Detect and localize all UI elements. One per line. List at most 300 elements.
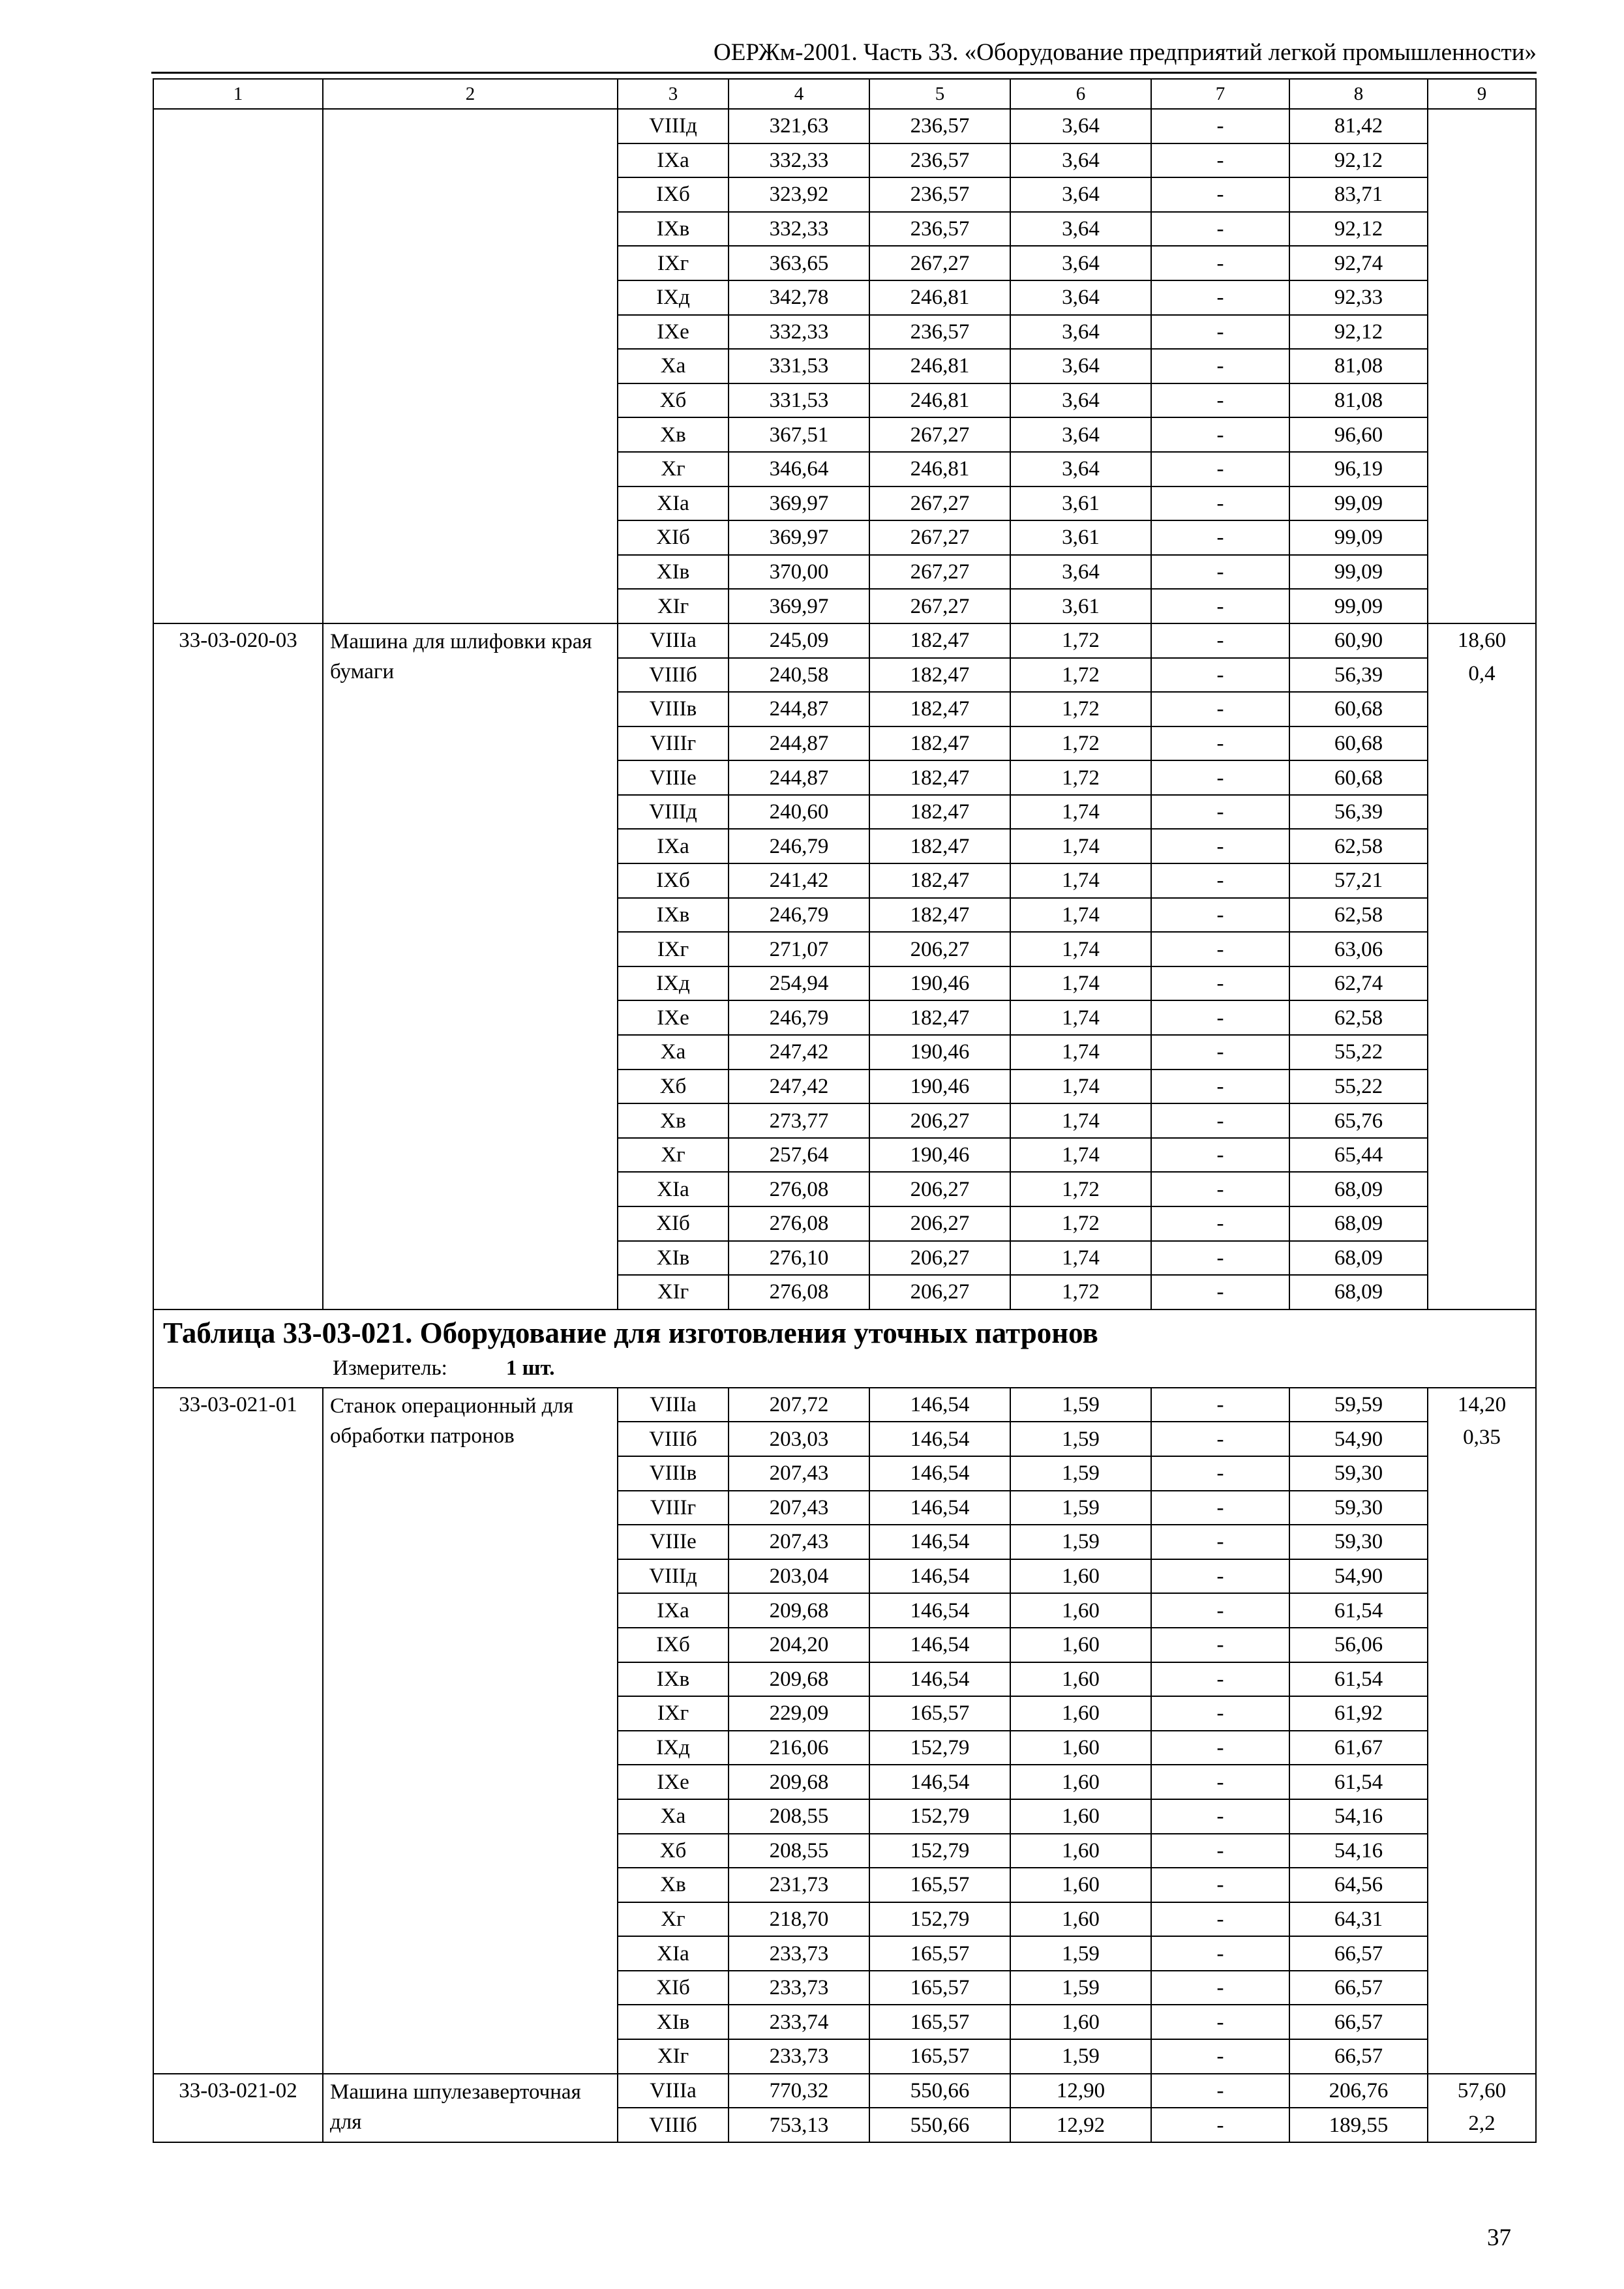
column-number: 7 — [1151, 79, 1289, 109]
zone-cell: VIIIд — [618, 109, 729, 143]
driver-wages-cell: - — [1151, 1206, 1289, 1241]
wages-cell: 267,27 — [869, 520, 1010, 555]
driver-wages-cell: - — [1151, 2039, 1289, 2074]
driver-wages-cell: - — [1151, 1000, 1289, 1035]
machine-cost-cell: 1,74 — [1010, 863, 1151, 898]
driver-wages-cell: - — [1151, 1731, 1289, 1765]
page-header: ОЕРЖм-2001. Часть 33. «Оборудование предприятий легкой промышленности» — [151, 38, 1537, 74]
wages-cell: 146,54 — [869, 1422, 1010, 1456]
driver-wages-cell: - — [1151, 349, 1289, 383]
zone-cell: Xб — [618, 383, 729, 418]
wages-cell: 146,54 — [869, 1456, 1010, 1491]
column-number: 9 — [1428, 79, 1536, 109]
total-cost-cell: 346,64 — [729, 452, 869, 486]
driver-wages-cell: - — [1151, 315, 1289, 350]
machine-cost-cell: 3,64 — [1010, 417, 1151, 452]
wages-cell: 182,47 — [869, 760, 1010, 795]
total-cost-cell: 208,55 — [729, 1834, 869, 1868]
driver-wages-cell: - — [1151, 212, 1289, 247]
zone-cell: VIIIг — [618, 1491, 729, 1525]
measure-value: 1 шт. — [505, 1356, 555, 1380]
machine-cost-cell: 1,60 — [1010, 1765, 1151, 1799]
zone-cell: VIIIб — [618, 658, 729, 693]
total-cost-cell: 332,33 — [729, 315, 869, 350]
total-cost-cell: 276,10 — [729, 1241, 869, 1276]
zone-cell: Xв — [618, 1103, 729, 1138]
machine-cost-cell: 1,74 — [1010, 1103, 1151, 1138]
zone-cell: IXг — [618, 932, 729, 966]
driver-wages-cell: - — [1151, 1628, 1289, 1662]
total-cost-cell: 323,92 — [729, 177, 869, 212]
driver-wages-cell: - — [1151, 658, 1289, 693]
total-cost-cell: 229,09 — [729, 1696, 869, 1731]
zone-cell: IXе — [618, 1765, 729, 1799]
machine-cost-cell: 3,64 — [1010, 555, 1151, 590]
zone-cell: VIIIб — [618, 1422, 729, 1456]
wages-cell: 190,46 — [869, 1138, 1010, 1173]
item-name — [323, 109, 618, 623]
total-cost-cell: 231,73 — [729, 1868, 869, 1902]
materials-cell: 81,42 — [1289, 109, 1428, 143]
driver-wages-cell: - — [1151, 726, 1289, 761]
machine-cost-cell: 3,61 — [1010, 520, 1151, 555]
item-name: Машина для шлифовки края бумаги — [323, 623, 618, 1309]
driver-wages-cell: - — [1151, 932, 1289, 966]
wages-cell: 146,54 — [869, 1662, 1010, 1697]
materials-cell: 61,54 — [1289, 1593, 1428, 1628]
wages-cell: 236,57 — [869, 143, 1010, 178]
zone-cell: XIа — [618, 1936, 729, 1971]
total-cost-cell: 276,08 — [729, 1206, 869, 1241]
materials-cell: 59,30 — [1289, 1456, 1428, 1491]
mass-value: 0,4 — [1468, 661, 1496, 685]
materials-cell: 55,22 — [1289, 1070, 1428, 1104]
column-number: 6 — [1010, 79, 1151, 109]
item-code-text: 33-03-020-03 — [179, 628, 297, 652]
zone-cell: VIIIе — [618, 760, 729, 795]
machine-cost-cell: 3,61 — [1010, 486, 1151, 521]
driver-wages-cell: - — [1151, 1902, 1289, 1937]
zone-cell: VIIIа — [618, 2074, 729, 2108]
zone-cell: IXд — [618, 1731, 729, 1765]
driver-wages-cell: - — [1151, 1491, 1289, 1525]
machine-cost-cell: 3,64 — [1010, 452, 1151, 486]
wages-cell: 236,57 — [869, 177, 1010, 212]
machine-cost-cell: 1,72 — [1010, 1172, 1151, 1206]
materials-cell: 68,09 — [1289, 1172, 1428, 1206]
total-cost-cell: 363,65 — [729, 246, 869, 280]
driver-wages-cell: - — [1151, 1525, 1289, 1559]
item-name: Станок операционный для обработки патронов — [323, 1388, 618, 2074]
driver-wages-cell: - — [1151, 1559, 1289, 1594]
zone-cell: VIIIб — [618, 2108, 729, 2142]
mass-column — [1428, 623, 1536, 1309]
zone-cell: IXг — [618, 246, 729, 280]
column-number: 1 — [153, 79, 323, 109]
driver-wages-cell: - — [1151, 1275, 1289, 1309]
wages-cell: 267,27 — [869, 555, 1010, 590]
item-code-text: 33-03-021-01 — [179, 1392, 297, 1416]
wages-cell: 206,27 — [869, 932, 1010, 966]
wages-cell: 146,54 — [869, 1388, 1010, 1422]
machine-cost-cell: 3,64 — [1010, 280, 1151, 315]
wages-cell: 165,57 — [869, 2039, 1010, 2074]
total-cost-cell: 241,42 — [729, 863, 869, 898]
total-cost-cell: 244,87 — [729, 726, 869, 761]
zone-cell: Xа — [618, 1799, 729, 1834]
materials-cell: 65,44 — [1289, 1138, 1428, 1173]
wages-cell: 182,47 — [869, 829, 1010, 863]
machine-cost-cell: 1,60 — [1010, 1662, 1151, 1697]
machine-cost-cell: 3,64 — [1010, 315, 1151, 350]
wages-cell: 550,66 — [869, 2108, 1010, 2142]
item-code — [153, 623, 323, 1309]
driver-wages-cell: - — [1151, 555, 1289, 590]
column-number-row — [153, 79, 1536, 109]
total-cost-cell: 331,53 — [729, 383, 869, 418]
materials-cell: 81,08 — [1289, 349, 1428, 383]
total-cost-cell: 370,00 — [729, 555, 869, 590]
zone-cell: Xа — [618, 1035, 729, 1070]
zone-cell: VIIIа — [618, 1388, 729, 1422]
machine-cost-cell: 1,60 — [1010, 1559, 1151, 1594]
zone-cell: XIб — [618, 1971, 729, 2005]
machine-cost-cell: 1,72 — [1010, 623, 1151, 658]
machine-cost-cell: 1,74 — [1010, 1000, 1151, 1035]
wages-cell: 146,54 — [869, 1525, 1010, 1559]
zone-cell: IXа — [618, 143, 729, 178]
driver-wages-cell: - — [1151, 692, 1289, 726]
driver-wages-cell: - — [1151, 1868, 1289, 1902]
materials-cell: 99,09 — [1289, 520, 1428, 555]
machine-cost-cell: 3,64 — [1010, 349, 1151, 383]
mass-value: 0,35 — [1463, 1426, 1501, 1450]
driver-wages-cell: - — [1151, 520, 1289, 555]
table-row — [153, 2074, 1536, 2108]
materials-cell: 63,06 — [1289, 932, 1428, 966]
materials-cell: 66,57 — [1289, 2005, 1428, 2039]
total-cost-cell: 276,08 — [729, 1172, 869, 1206]
wages-cell: 246,81 — [869, 383, 1010, 418]
wages-cell: 206,27 — [869, 1206, 1010, 1241]
zone-cell: IXв — [618, 212, 729, 247]
wages-cell: 165,57 — [869, 1936, 1010, 1971]
materials-cell: 96,19 — [1289, 452, 1428, 486]
wages-cell: 246,81 — [869, 280, 1010, 315]
wages-cell: 246,81 — [869, 452, 1010, 486]
total-cost-cell: 240,58 — [729, 658, 869, 693]
materials-cell: 57,21 — [1289, 863, 1428, 898]
driver-wages-cell: - — [1151, 417, 1289, 452]
machine-cost-cell: 3,64 — [1010, 143, 1151, 178]
materials-cell: 54,90 — [1289, 1422, 1428, 1456]
total-cost-cell: 208,55 — [729, 1799, 869, 1834]
wages-cell: 146,54 — [869, 1628, 1010, 1662]
column-number: 5 — [869, 79, 1010, 109]
total-cost-cell: 244,87 — [729, 692, 869, 726]
machine-cost-cell: 1,60 — [1010, 1834, 1151, 1868]
wages-cell: 246,81 — [869, 349, 1010, 383]
materials-cell: 68,09 — [1289, 1241, 1428, 1276]
machine-cost-cell: 3,64 — [1010, 212, 1151, 247]
materials-cell: 54,16 — [1289, 1834, 1428, 1868]
wages-cell: 190,46 — [869, 1070, 1010, 1104]
total-cost-cell: 247,42 — [729, 1070, 869, 1104]
driver-wages-cell: - — [1151, 2074, 1289, 2108]
machine-cost-cell: 1,74 — [1010, 829, 1151, 863]
driver-wages-cell: - — [1151, 1035, 1289, 1070]
mass-value: 18,60 — [1457, 628, 1507, 652]
total-cost-cell: 209,68 — [729, 1765, 869, 1799]
driver-wages-cell: - — [1151, 2005, 1289, 2039]
materials-cell: 65,76 — [1289, 1103, 1428, 1138]
wages-cell: 206,27 — [869, 1103, 1010, 1138]
section-cell — [153, 1309, 1536, 1388]
wages-cell: 165,57 — [869, 1971, 1010, 2005]
wages-cell: 146,54 — [869, 1491, 1010, 1525]
materials-cell: 66,57 — [1289, 1936, 1428, 1971]
zone-cell: XIа — [618, 1172, 729, 1206]
total-cost-cell: 233,73 — [729, 2039, 869, 2074]
mass-column — [1428, 2074, 1536, 2142]
machine-cost-cell: 12,90 — [1010, 2074, 1151, 2108]
wages-cell: 182,47 — [869, 898, 1010, 933]
zone-cell: VIIIд — [618, 795, 729, 830]
wages-cell: 146,54 — [869, 1559, 1010, 1594]
machine-cost-cell: 1,60 — [1010, 1902, 1151, 1937]
driver-wages-cell: - — [1151, 863, 1289, 898]
machine-cost-cell: 1,72 — [1010, 726, 1151, 761]
zone-cell: Xб — [618, 1834, 729, 1868]
total-cost-cell: 342,78 — [729, 280, 869, 315]
wages-cell: 165,57 — [869, 1868, 1010, 1902]
machine-cost-cell: 3,64 — [1010, 109, 1151, 143]
zone-cell: IXе — [618, 315, 729, 350]
zone-cell: Xб — [618, 1070, 729, 1104]
driver-wages-cell: - — [1151, 486, 1289, 521]
materials-cell: 59,30 — [1289, 1525, 1428, 1559]
machine-cost-cell: 1,74 — [1010, 966, 1151, 1001]
total-cost-cell: 257,64 — [729, 1138, 869, 1173]
total-cost-cell: 770,32 — [729, 2074, 869, 2108]
wages-cell: 550,66 — [869, 2074, 1010, 2108]
materials-cell: 66,57 — [1289, 1971, 1428, 2005]
wages-cell: 182,47 — [869, 795, 1010, 830]
zone-cell: XIа — [618, 486, 729, 521]
zone-cell: XIв — [618, 1241, 729, 1276]
machine-cost-cell: 1,74 — [1010, 795, 1151, 830]
machine-cost-cell: 1,60 — [1010, 1628, 1151, 1662]
materials-cell: 62,58 — [1289, 898, 1428, 933]
item-code — [153, 2074, 323, 2142]
measure-line — [163, 1353, 1526, 1383]
wages-cell: 152,79 — [869, 1902, 1010, 1937]
zone-cell: XIг — [618, 589, 729, 623]
materials-cell: 206,76 — [1289, 2074, 1428, 2108]
wages-cell: 182,47 — [869, 726, 1010, 761]
total-cost-cell: 254,94 — [729, 966, 869, 1001]
materials-cell: 92,12 — [1289, 315, 1428, 350]
zone-cell: XIб — [618, 520, 729, 555]
machine-cost-cell: 1,60 — [1010, 2005, 1151, 2039]
driver-wages-cell: - — [1151, 1388, 1289, 1422]
wages-cell: 190,46 — [869, 966, 1010, 1001]
zone-cell: VIIIв — [618, 1456, 729, 1491]
wages-cell: 182,47 — [869, 1000, 1010, 1035]
driver-wages-cell: - — [1151, 2108, 1289, 2142]
mass-value: 57,60 — [1457, 2078, 1507, 2102]
zone-cell: VIIIв — [618, 692, 729, 726]
machine-cost-cell: 1,60 — [1010, 1593, 1151, 1628]
total-cost-cell: 245,09 — [729, 623, 869, 658]
materials-cell: 56,06 — [1289, 1628, 1428, 1662]
driver-wages-cell: - — [1151, 1696, 1289, 1731]
driver-wages-cell: - — [1151, 280, 1289, 315]
driver-wages-cell: - — [1151, 1936, 1289, 1971]
materials-cell: 99,09 — [1289, 486, 1428, 521]
mass-value: 14,20 — [1457, 1392, 1507, 1416]
machine-cost-cell: 1,60 — [1010, 1799, 1151, 1834]
materials-cell: 92,12 — [1289, 143, 1428, 178]
driver-wages-cell: - — [1151, 1070, 1289, 1104]
zone-cell: Xг — [618, 1902, 729, 1937]
materials-cell: 60,68 — [1289, 692, 1428, 726]
driver-wages-cell: - — [1151, 623, 1289, 658]
wages-cell: 152,79 — [869, 1731, 1010, 1765]
total-cost-cell: 753,13 — [729, 2108, 869, 2142]
machine-cost-cell: 1,72 — [1010, 760, 1151, 795]
driver-wages-cell: - — [1151, 109, 1289, 143]
zone-cell: Xв — [618, 1868, 729, 1902]
total-cost-cell: 233,73 — [729, 1971, 869, 2005]
wages-cell: 182,47 — [869, 692, 1010, 726]
zone-cell: VIIIд — [618, 1559, 729, 1594]
materials-cell: 68,09 — [1289, 1206, 1428, 1241]
column-number: 2 — [323, 79, 618, 109]
driver-wages-cell: - — [1151, 966, 1289, 1001]
price-table — [153, 78, 1537, 2143]
total-cost-cell: 240,60 — [729, 795, 869, 830]
driver-wages-cell: - — [1151, 795, 1289, 830]
machine-cost-cell: 1,59 — [1010, 1525, 1151, 1559]
materials-cell: 68,09 — [1289, 1275, 1428, 1309]
column-number: 4 — [729, 79, 869, 109]
driver-wages-cell: - — [1151, 1799, 1289, 1834]
machine-cost-cell: 3,64 — [1010, 177, 1151, 212]
total-cost-cell: 207,72 — [729, 1388, 869, 1422]
zone-cell: XIб — [618, 1206, 729, 1241]
wages-cell: 152,79 — [869, 1799, 1010, 1834]
total-cost-cell: 244,87 — [729, 760, 869, 795]
total-cost-cell: 207,43 — [729, 1456, 869, 1491]
zone-cell: IXа — [618, 829, 729, 863]
driver-wages-cell: - — [1151, 760, 1289, 795]
wages-cell: 236,57 — [869, 212, 1010, 247]
wages-cell: 206,27 — [869, 1172, 1010, 1206]
total-cost-cell: 203,03 — [729, 1422, 869, 1456]
machine-cost-cell: 1,59 — [1010, 1936, 1151, 1971]
zone-cell: IXе — [618, 1000, 729, 1035]
machine-cost-cell: 1,74 — [1010, 932, 1151, 966]
zone-cell: XIг — [618, 1275, 729, 1309]
total-cost-cell: 218,70 — [729, 1902, 869, 1937]
zone-cell: Xг — [618, 1138, 729, 1173]
mass-column — [1428, 109, 1536, 623]
wages-cell: 236,57 — [869, 109, 1010, 143]
materials-cell: 99,09 — [1289, 589, 1428, 623]
driver-wages-cell: - — [1151, 246, 1289, 280]
machine-cost-cell: 1,74 — [1010, 1241, 1151, 1276]
table-row — [153, 1388, 1536, 1422]
total-cost-cell: 369,97 — [729, 520, 869, 555]
driver-wages-cell: - — [1151, 1422, 1289, 1456]
materials-cell: 60,90 — [1289, 623, 1428, 658]
materials-cell: 66,57 — [1289, 2039, 1428, 2074]
machine-cost-cell: 1,59 — [1010, 1491, 1151, 1525]
materials-cell: 62,58 — [1289, 829, 1428, 863]
driver-wages-cell: - — [1151, 1456, 1289, 1491]
machine-cost-cell: 1,59 — [1010, 1388, 1151, 1422]
section-title: Таблица 33-03-021. Оборудование для изготовления уточных патронов — [163, 1316, 1098, 1349]
machine-cost-cell: 3,64 — [1010, 246, 1151, 280]
driver-wages-cell: - — [1151, 1241, 1289, 1276]
materials-cell: 56,39 — [1289, 795, 1428, 830]
driver-wages-cell: - — [1151, 177, 1289, 212]
wages-cell: 182,47 — [869, 863, 1010, 898]
materials-cell: 61,67 — [1289, 1731, 1428, 1765]
materials-cell: 61,54 — [1289, 1662, 1428, 1697]
zone-cell: VIIIе — [618, 1525, 729, 1559]
zone-cell: XIг — [618, 2039, 729, 2074]
total-cost-cell: 332,33 — [729, 143, 869, 178]
table-row — [153, 623, 1536, 658]
total-cost-cell: 204,20 — [729, 1628, 869, 1662]
materials-cell: 64,31 — [1289, 1902, 1428, 1937]
wages-cell: 146,54 — [869, 1593, 1010, 1628]
materials-cell: 92,33 — [1289, 280, 1428, 315]
wages-cell: 267,27 — [869, 246, 1010, 280]
total-cost-cell: 246,79 — [729, 829, 869, 863]
materials-cell: 189,55 — [1289, 2108, 1428, 2142]
driver-wages-cell: - — [1151, 452, 1289, 486]
mass-value: 2,2 — [1468, 2112, 1496, 2136]
machine-cost-cell: 1,72 — [1010, 692, 1151, 726]
total-cost-cell: 246,79 — [729, 898, 869, 933]
wages-cell: 267,27 — [869, 417, 1010, 452]
materials-cell: 96,60 — [1289, 417, 1428, 452]
driver-wages-cell: - — [1151, 1765, 1289, 1799]
machine-cost-cell: 1,59 — [1010, 1971, 1151, 2005]
driver-wages-cell: - — [1151, 1103, 1289, 1138]
driver-wages-cell: - — [1151, 1971, 1289, 2005]
total-cost-cell: 332,33 — [729, 212, 869, 247]
item-code-text: 33-03-021-02 — [179, 2078, 297, 2102]
materials-cell: 59,30 — [1289, 1491, 1428, 1525]
materials-cell: 61,54 — [1289, 1765, 1428, 1799]
machine-cost-cell: 3,64 — [1010, 383, 1151, 418]
machine-cost-cell: 1,60 — [1010, 1868, 1151, 1902]
table-body-after — [153, 1388, 1536, 2142]
zone-cell: IXа — [618, 1593, 729, 1628]
mass-column — [1428, 1388, 1536, 2074]
materials-cell: 92,74 — [1289, 246, 1428, 280]
machine-cost-cell: 1,74 — [1010, 1138, 1151, 1173]
driver-wages-cell: - — [1151, 1834, 1289, 1868]
wages-cell: 190,46 — [869, 1035, 1010, 1070]
materials-cell: 62,58 — [1289, 1000, 1428, 1035]
total-cost-cell: 321,63 — [729, 109, 869, 143]
materials-cell: 60,68 — [1289, 726, 1428, 761]
